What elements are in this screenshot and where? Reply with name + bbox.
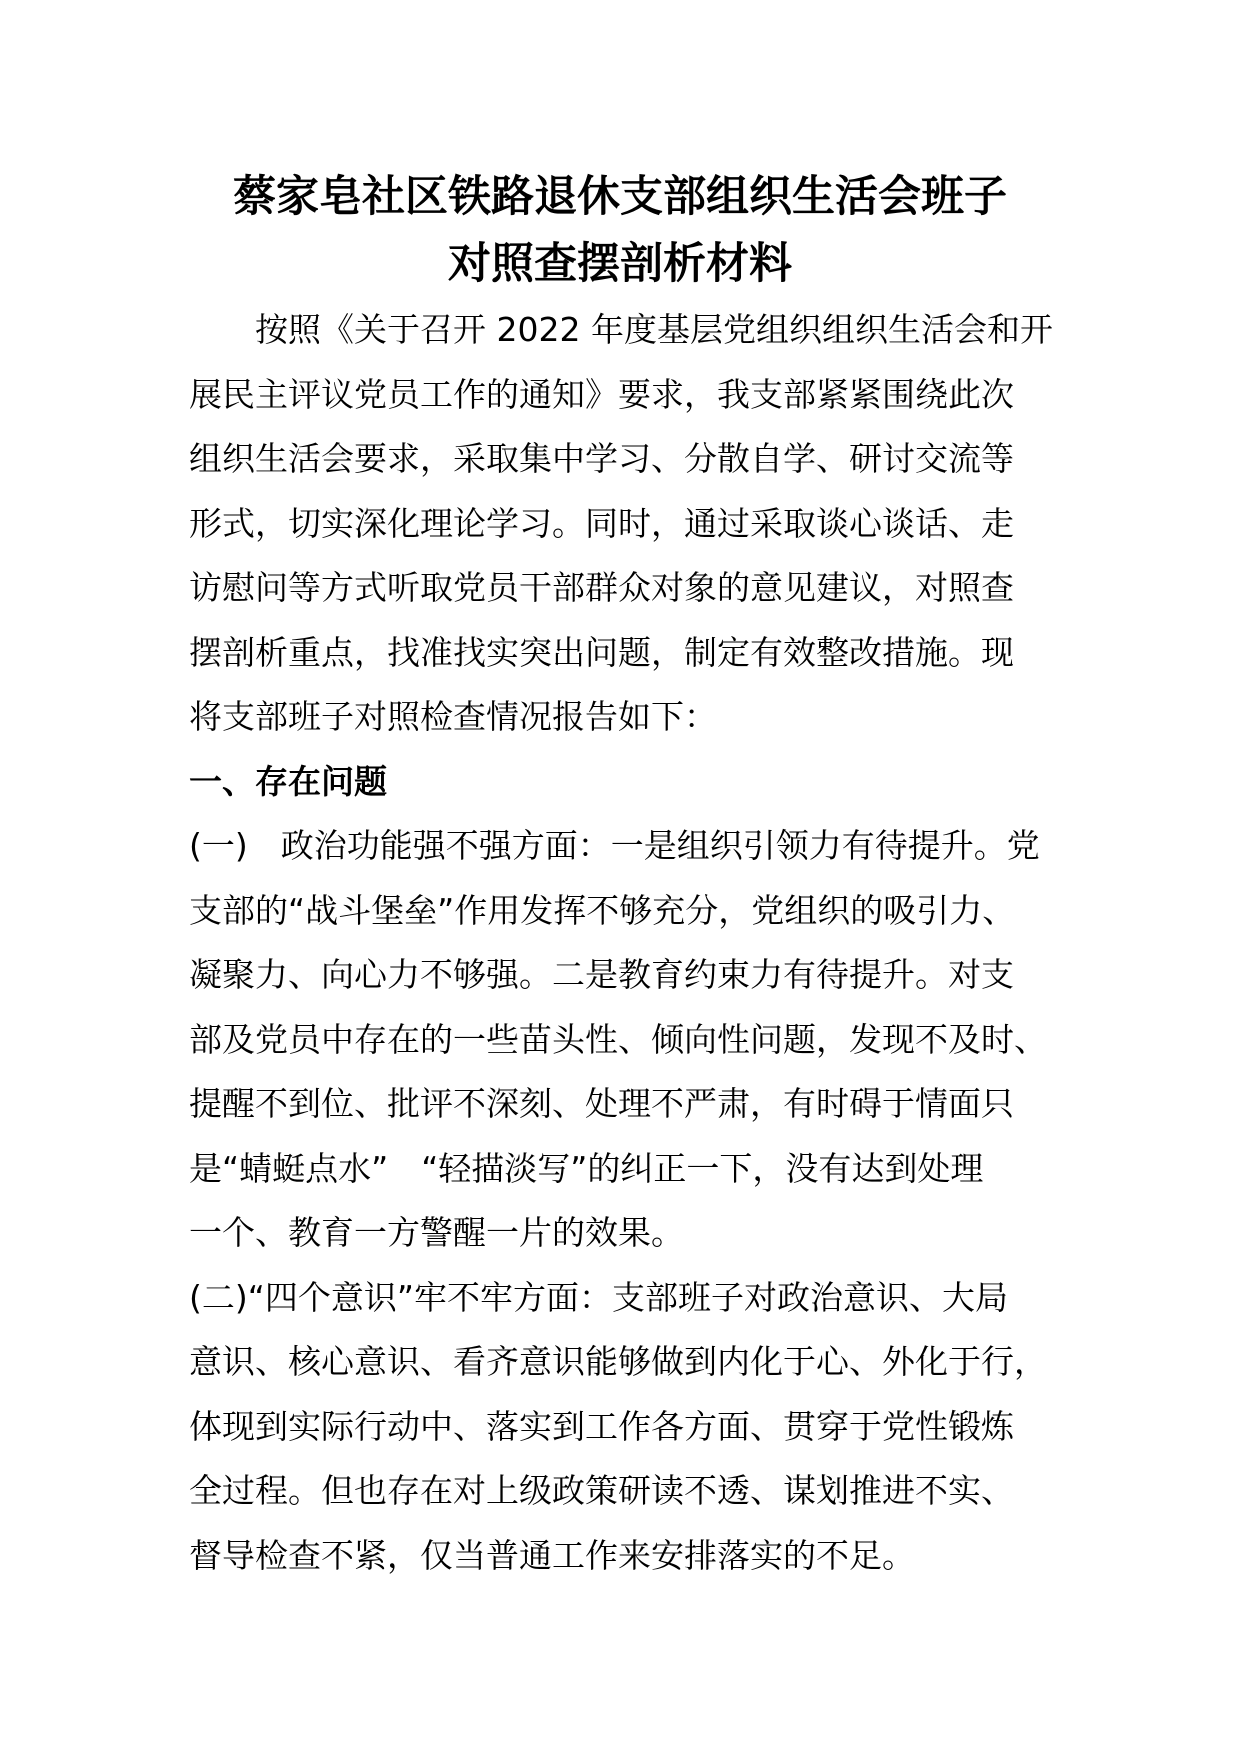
paragraph-line: 访慰问等方式听取党员干部群众对象的意见建议，对照查 (189, 568, 1014, 607)
paragraph-line: 展民主评议党员工作的通知》要求，我支部紧紧围绕此次 (189, 374, 1014, 414)
paragraph-line: 支部的“战斗堡垒”作用发挥不够充分，党组织的吸引力、 (189, 890, 1016, 930)
paragraph-line: 意识、核心意识、看齐意识能够做到内化于心、外化于行， (189, 1342, 1047, 1381)
paragraph-line: 督导检查不紧，仅当普通工作来安排落实的不足。 (189, 1535, 915, 1575)
document-title-line-1: 蔡家皂社区铁路退休支部组织生活会班子 (233, 172, 1007, 222)
paragraph-line: 按照《关于召开 2022 年度基层党组织组织生活会和开 (255, 310, 1053, 349)
paragraph-line: 将支部班子对照检查情况报告如下： (189, 697, 717, 736)
paragraph-line: (一) 政治功能强不强方面：一是组织引领力有待提升。党 (189, 826, 1040, 865)
document-title-line-2: 对照查摆剖析材料 (448, 239, 792, 289)
paragraph-line: 摆剖析重点，找准找实突出问题，制定有效整改措施。现 (189, 632, 1014, 672)
paragraph-line: 是“蜻蜓点水” “轻描淡写”的纠正一下，没有达到处理 (189, 1148, 984, 1188)
paragraph-line: 部及党员中存在的一些苗头性、倾向性问题，发现不及时、 (189, 1019, 1047, 1059)
document-body (189, 298, 1059, 1588)
paragraph-line: 组织生活会要求，采取集中学习、分散自学、研讨交流等 (189, 439, 1014, 478)
paragraph-line: 一个、教育一方警醒一片的效果。 (189, 1213, 684, 1252)
paragraph-line: (二)“四个意识”牢不牢方面：支部班子对政治意识、大局 (189, 1277, 1008, 1317)
paragraph-line: 体现到实际行动中、落实到工作各方面、贯穿于党性锻炼 (189, 1406, 1014, 1446)
paragraph-line: 凝聚力、向心力不够强。二是教育约束力有待提升。对支 (189, 955, 1014, 994)
paragraph-line: 全过程。但也存在对上级政策研读不透、谋划推进不实、 (189, 1471, 1014, 1510)
section-heading: 一、存在问题 (189, 761, 387, 801)
paragraph-line: 形式，切实深化理论学习。同时，通过采取谈心谈话、走 (189, 503, 1014, 543)
paragraph-line: 提醒不到位、批评不深刻、处理不严肃，有时碍于情面只 (189, 1084, 1014, 1123)
